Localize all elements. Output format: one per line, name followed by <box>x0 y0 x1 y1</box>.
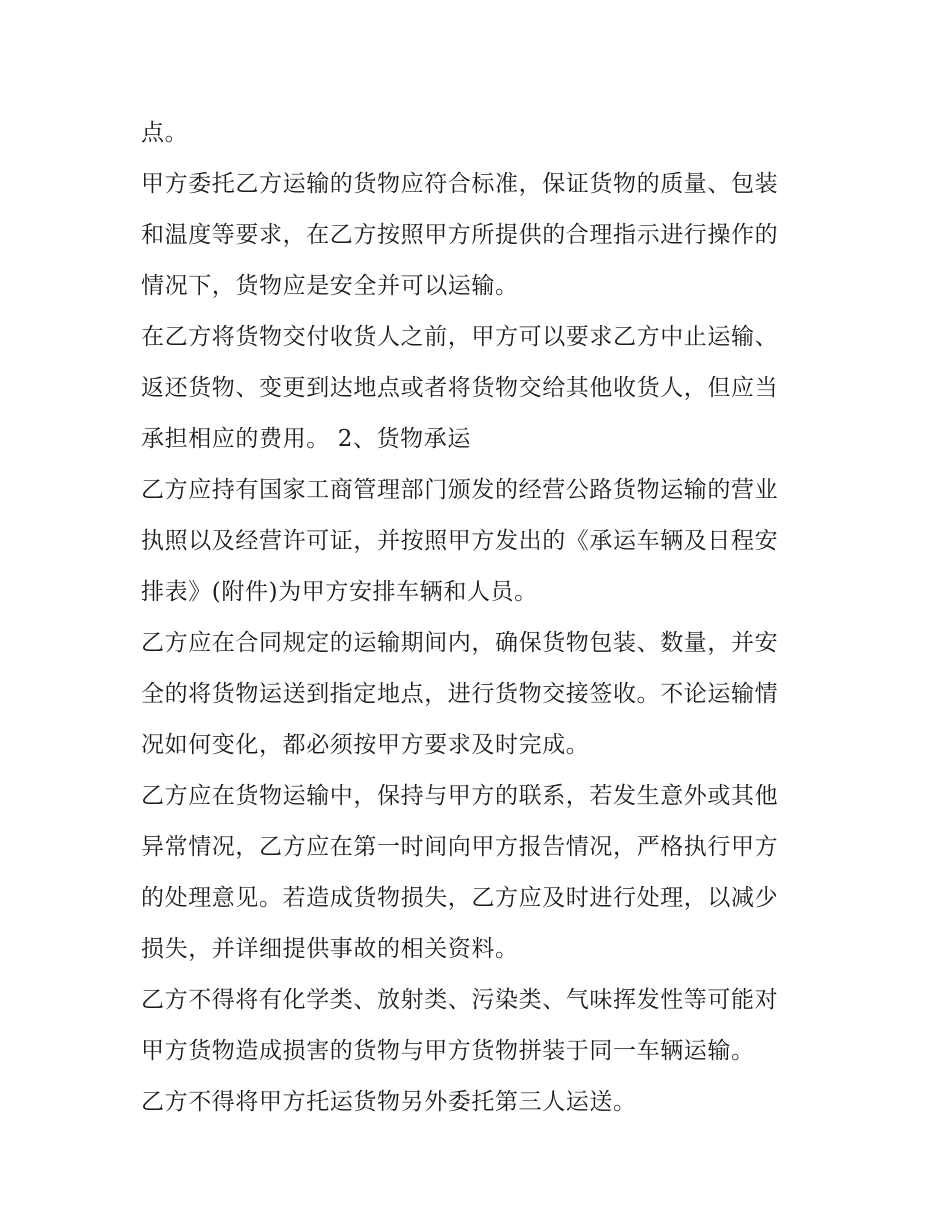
text-line-13: 况如何变化，都必须按甲方要求及时完成。 <box>141 732 590 758</box>
text-line-9: 执照以及经营许可证，并按照甲方发出的《承运车辆及日程安 <box>141 528 779 554</box>
text-line-19: 甲方货物造成损害的货物与甲方货物拼装于同一车辆运输。 <box>141 1038 755 1064</box>
text-line-14: 乙方应在货物运输中，保持与甲方的联系，若发生意外或其他 <box>141 783 779 809</box>
text-line-1: 点。 <box>141 120 189 146</box>
text-line-6: 返还货物、变更到达地点或者将货物交给其他收货人，但应当 <box>141 375 779 401</box>
text-line-12: 全的将货物运送到指定地点，进行货物交接签收。不论运输情 <box>141 681 779 707</box>
text-line-18: 乙方不得将有化学类、放射类、污染类、气味挥发性等可能对 <box>141 987 779 1013</box>
text-line-10: 排表》(附件)为甲方安排车辆和人员。 <box>141 579 538 605</box>
text-line-11: 乙方应在合同规定的运输期间内，确保货物包装、数量，并安 <box>141 630 779 656</box>
text-line-17: 损失，并详细提供事故的相关资料。 <box>141 936 519 962</box>
text-line-20: 乙方不得将甲方托运货物另外委托第三人运送。 <box>141 1089 637 1115</box>
contract-text <box>141 108 821 1128</box>
text-line-2: 甲方委托乙方运输的货物应符合标准，保证货物的质量、包装 <box>141 171 779 197</box>
text-line-5: 在乙方将货物交付收货人之前，甲方可以要求乙方中止运输、 <box>141 324 779 350</box>
text-line-4: 情况下，货物应是安全并可以运输。 <box>141 273 519 299</box>
text-line-16: 的处理意见。若造成货物损失，乙方应及时进行处理，以减少 <box>141 885 779 911</box>
text-line-15: 异常情况，乙方应在第一时间向甲方报告情况，严格执行甲方 <box>141 834 779 860</box>
text-line-3: 和温度等要求，在乙方按照甲方所提供的合理指示进行操作的 <box>141 222 779 248</box>
text-line-8: 乙方应持有国家工商管理部门颁发的经营公路货物运输的营业 <box>141 477 779 503</box>
text-line-7: 承担相应的费用。 2、货物承运 <box>141 426 471 452</box>
